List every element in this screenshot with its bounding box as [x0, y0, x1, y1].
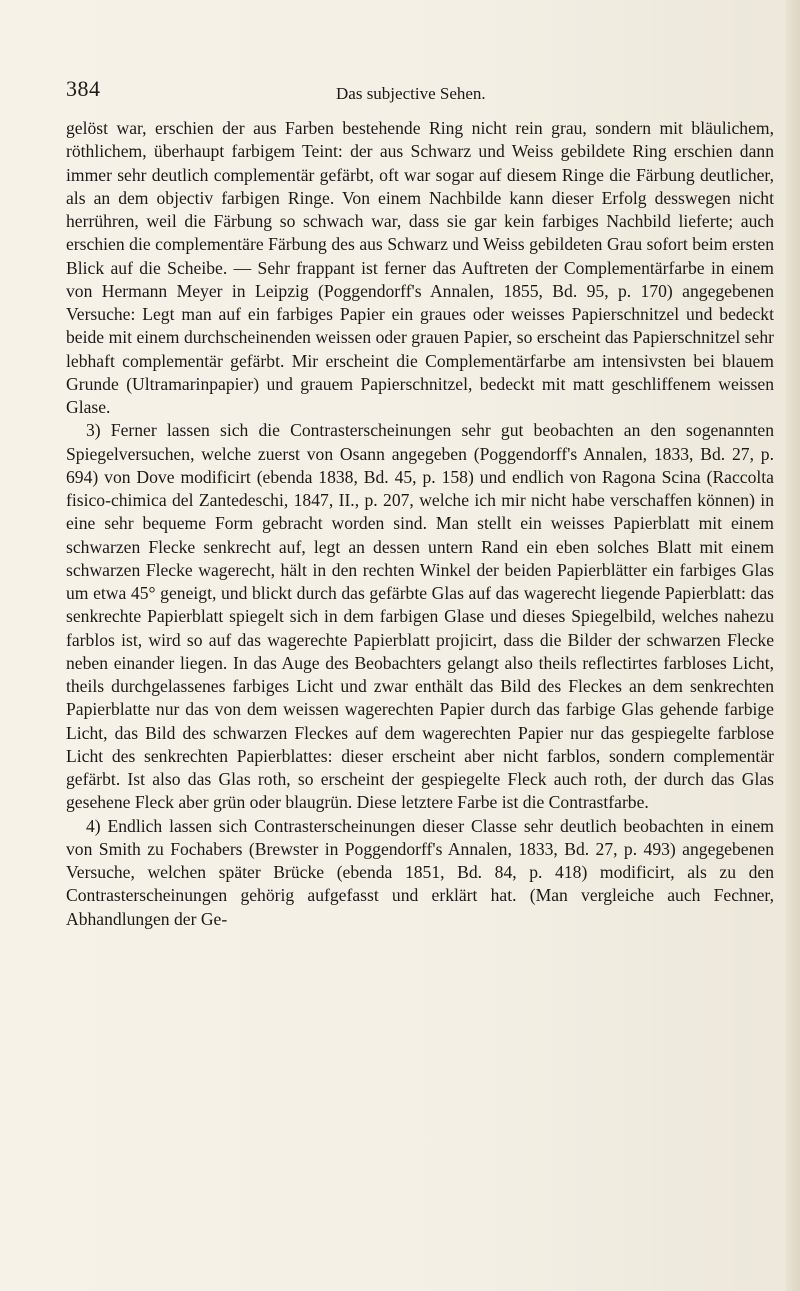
- paragraph-continuation: gelöst war, erschien der aus Farben bestehende Ring nicht rein grau, sondern mit bläulichem, röthlichem, überhaupt farbigem Teint: der aus Schwarz und Weiss gebildete Ring erschien dann immer sehr deutlich complementär gefärbt, oft war sogar auf diesem Ringe die Färbung deutlicher, als an dem objectiv farbigen Ringe. Von einem Nachbilde kann dieser Erfolg desswegen nicht herrühren, weil die Färbung so schwach war, dass sie gar kein farbiges Nachbild lieferte; auch erschien die complementäre Färbung des aus Schwarz und Weiss gebildeten Grau sofort beim ersten Blick auf die Scheibe. — Sehr frappant ist ferner das Auftreten der Complementärfarbe in einem von Hermann Meyer in Leipzig (Poggendorff's Annalen, 1855, Bd. 95, p. 170) angegebenen Versuche: Legt man auf ein farbiges Papier ein graues oder weisses Papierschnitzel und bedeckt beide mit einem durchscheinenden weissen oder grauen Papier, so erscheint das Papierschnitzel sehr lebhaft complementär gefärbt. Mir erscheint die Complementärfarbe am intensivsten bei blauem Grunde (Ultramarinpapier) und grauem Papierschnitzel, bedeckt mit matt geschliffenem weissen Glase.: [66, 118, 774, 417]
- page-header: [66, 76, 766, 106]
- paragraph-4: 4) Endlich lassen sich Contrasterscheinungen dieser Classe sehr deutlich beobachten in einem von Smith zu Fochabers (Brewster in Poggendorff's Annalen, 1833, Bd. 27, p. 493) angegebenen Versuche, welchen später Brücke (ebenda 1851, Bd. 84, p. 418) modificirt, als zu den Contrasterscheinungen gehörig aufgefasst und erklärt hat. (Man vergleiche auch Fechner, Abhandlungen der Ge-: [66, 815, 774, 929]
- body-text: [66, 117, 774, 931]
- page-number: 384: [66, 76, 101, 101]
- running-title: Das subjective Sehen.: [336, 84, 486, 103]
- paragraph-3: 3) Ferner lassen sich die Contrasterscheinungen sehr gut beobachten an den sogenannten Spiegelversuchen, welche zuerst von Osann angegeben (Poggendorff's Annalen, 1833, Bd. 27, p. 694) von Dove modificirt (ebenda 1838, Bd. 45, p. 158) und endlich von Ragona Scina (Raccolta fisico-chimica del Zantedeschi, 1847, II., p. 207, welche ich mir nicht habe verschaffen können) in eine sehr bequeme Form gebracht worden sind. Man stellt ein weisses Papierblatt mit einem schwarzen Flecke senkrecht auf, legt an dessen untern Rand ein eben solches Blatt mit einem schwarzen Flecke wagerecht, hält in den rechten Winkel der beiden Papierblätter ein farbiges Glas um etwa 45° geneigt, und blickt durch das gefärbte Glas auf das wagerecht liegende Papierblatt: das senkrechte Papierblatt spiegelt sich in dem farbigen Glase und dieses Spiegelbild, welches nahezu farblos ist, wird so auf das wagerechte Papierblatt projicirt, dass die Bilder der schwarzen Flecke neben einander liegen. In das Auge des Beobachters gelangt also theils reflectirtes farbloses Licht, theils durchgelassenes farbiges Licht und zwar enthält das Bild des Fleckes an dem senkrechten Papierblatte nur das von dem weissen wagerechten Papier durch das farbige Glas gehende farbige Licht, das Bild des schwarzen Fleckes auf dem wagerechten Papier nur das gespiegelte farblose Licht des senkrechten Papierblattes: dieser erscheint aber nicht farblos, sondern complementär gefärbt. Ist also das Glas roth, so erscheint der gespiegelte Fleck auch roth, der durch das Glas gesehene Fleck aber grün oder blaugrün. Diese letztere Farbe ist die Contrastfarbe.: [66, 420, 774, 813]
- page-edge: [786, 0, 800, 1291]
